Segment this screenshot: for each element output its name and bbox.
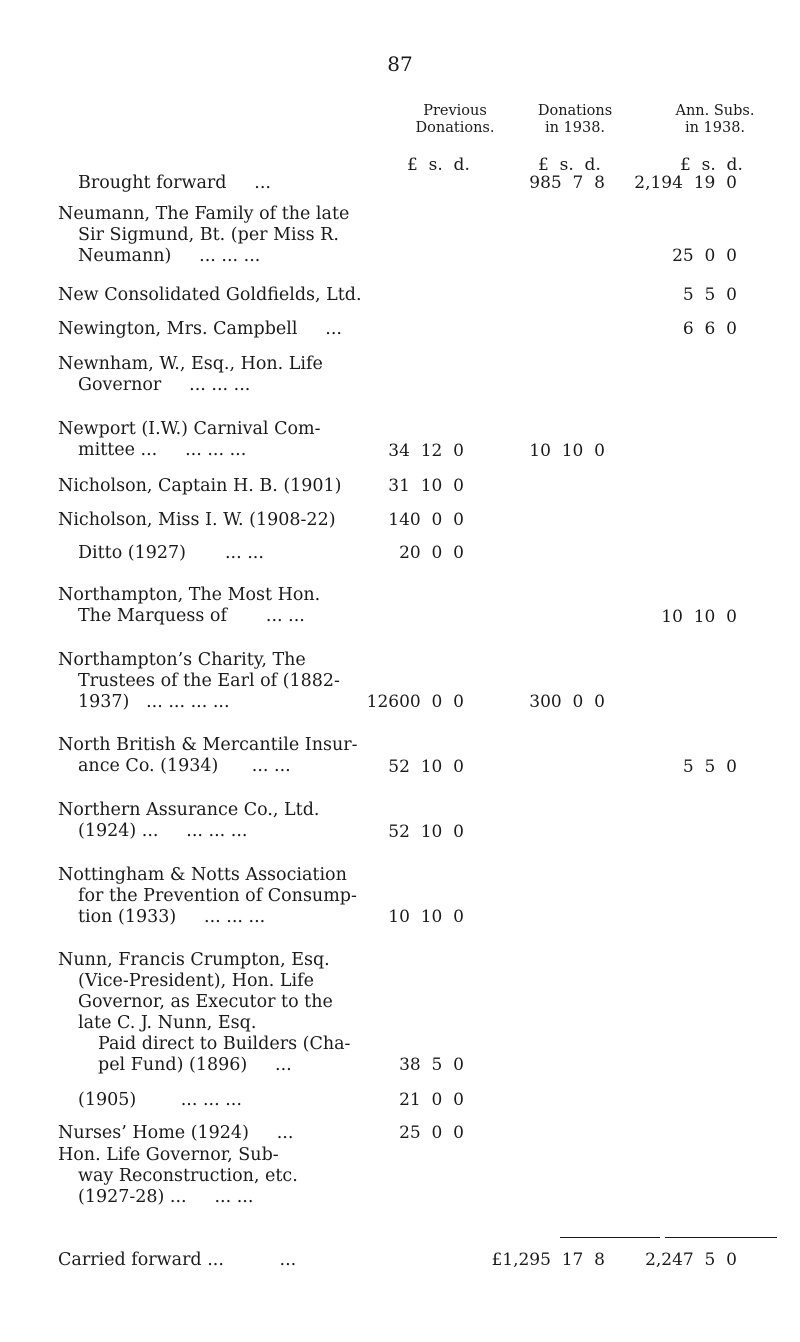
row-label-line: Northampton’s Charity, The	[58, 650, 306, 670]
row-label-line: Nottingham & Notts Association	[58, 865, 347, 885]
leader-dots: ... ...	[224, 543, 264, 563]
row-hon-life-governor	[58, 1145, 388, 1208]
column-header-line: Donations	[537, 103, 613, 119]
column-header-previous	[395, 103, 515, 137]
leader-dots: ... ...	[251, 756, 291, 776]
row-newport	[58, 419, 388, 461]
row-nicholson-iw: Nicholson, Miss I. W. (1908-22)	[58, 510, 336, 530]
column-header-donations	[515, 103, 635, 137]
leader-dots: ... ...	[214, 1187, 254, 1207]
amount-previous: 10 10 0	[388, 907, 464, 927]
column-header-line: Previous	[423, 103, 487, 119]
row-label-line: tion (1933) ... ... ...	[78, 907, 266, 927]
row-label-line: 1937) ... ... ... ...	[78, 692, 230, 712]
leader-dots: ...	[279, 1250, 297, 1270]
leader-dots: ...	[254, 173, 271, 193]
row-label-line: for the Prevention of Consump-	[78, 886, 357, 906]
amount-donations: 300 0 0	[529, 692, 605, 712]
row-newington: Newington, Mrs. Campbell ...	[58, 319, 342, 339]
amount-subs: 25 0 0	[672, 246, 737, 266]
column-header-line: Ann. Subs.	[675, 103, 755, 119]
leader-dots: ...	[276, 1123, 294, 1143]
amount-subs: 5 5 0	[682, 285, 737, 305]
total-donations: £1,295 17 8	[491, 1250, 605, 1270]
row-label-line: Northampton, The Most Hon.	[58, 585, 321, 605]
leader-dots: ... ... ...	[185, 440, 247, 460]
amount-previous: 34 12 0	[388, 441, 464, 461]
leader-dots: ... ... ...	[204, 907, 266, 927]
row-label-line: ance Co. (1934) ... ...	[78, 756, 291, 776]
row-label-line: Neumann) ... ... ...	[78, 246, 261, 266]
amount-previous: 31 10 0	[388, 476, 464, 496]
amount-subs: 6 6 0	[682, 319, 737, 339]
row-label-line: way Reconstruction, etc.	[78, 1166, 298, 1186]
row-nottingham	[58, 865, 388, 928]
leader-dots: ... ...	[265, 606, 305, 626]
row-consolidated: New Consolidated Goldfields, Ltd.	[58, 285, 362, 305]
amount-previous: 20 0 0	[399, 543, 464, 563]
amount-previous: 140 0 0	[388, 510, 464, 530]
row-label-line: Nunn, Francis Crumpton, Esq.	[58, 950, 330, 970]
leader-dots: ... ... ... ...	[146, 692, 230, 712]
row-label-line: mittee ... ... ... ...	[78, 440, 247, 460]
row-label-line: Newnham, W., Esq., Hon. Life	[58, 354, 323, 374]
row-neumann	[58, 204, 388, 267]
leader-dots: ... ... ...	[180, 1090, 242, 1110]
row-1905	[58, 1090, 388, 1111]
column-header-line: in 1938.	[684, 120, 746, 136]
row-label-line: The Marquess of ... ...	[78, 606, 305, 626]
total-rule-subs	[665, 1237, 777, 1238]
row-newnham	[58, 354, 388, 396]
row-label-line: Newport (I.W.) Carnival Com-	[58, 419, 321, 439]
row-northern-assurance	[58, 800, 388, 842]
row-label-line: (1924) ... ... ... ...	[78, 821, 248, 841]
amount-previous: 21 0 0	[399, 1090, 464, 1110]
units-subs: £ s. d.	[680, 155, 743, 175]
column-header-subs	[655, 103, 775, 137]
row-label-line: pel Fund) (1896) ...	[98, 1055, 292, 1075]
amount-previous: 25 0 0	[399, 1123, 464, 1143]
row-label-line: Hon. Life Governor, Sub-	[58, 1145, 279, 1165]
row-label-line: (1905) ... ... ...	[78, 1090, 242, 1110]
row-label-line: Sir Sigmund, Bt. (per Miss R.	[78, 225, 339, 245]
leader-dots: ...	[325, 319, 342, 339]
amount-previous: 52 10 0	[388, 822, 464, 842]
amount-donations: 985 7 8	[529, 173, 605, 193]
row-label-line: Governor, as Executor to the	[78, 992, 333, 1012]
amount-donations: 10 10 0	[529, 441, 605, 461]
row-label-line: Northern Assurance Co., Ltd.	[58, 800, 320, 820]
amount-previous: 38 5 0	[399, 1055, 464, 1075]
row-brought-forward	[58, 173, 388, 194]
total-rule-donations	[560, 1237, 660, 1238]
row-northampton-charity	[58, 650, 388, 713]
row-ditto	[58, 543, 388, 564]
row-label-line: Governor ... ... ...	[78, 375, 251, 395]
leader-dots: ... ... ...	[189, 375, 251, 395]
row-label: Brought forward ...	[78, 173, 271, 193]
total-subs: 2,247 5 0	[645, 1250, 737, 1270]
row-label-line: Neumann, The Family of the late	[58, 204, 350, 224]
row-label-line: (Vice-President), Hon. Life	[78, 971, 314, 991]
row-nunn	[58, 950, 388, 1076]
amount-subs: 5 5 0	[682, 757, 737, 777]
units-donations: £ s. d.	[538, 155, 601, 175]
column-header-line: in 1938.	[544, 120, 606, 136]
row-label-line: (1927-28) ... ... ...	[78, 1187, 254, 1207]
leader-dots: ...	[275, 1055, 292, 1075]
row-northampton	[58, 585, 388, 627]
column-header-line: Donations.	[415, 120, 495, 136]
row-nurses-home: Nurses’ Home (1924) ...	[58, 1123, 294, 1143]
leader-dots: ... ... ...	[199, 246, 261, 266]
row-label-line: North British & Mercantile Insur-	[58, 735, 358, 755]
page-number: 87	[387, 52, 413, 76]
amount-subs: 10 10 0	[661, 607, 737, 627]
row-label-line: late C. J. Nunn, Esq.	[78, 1013, 257, 1033]
row-label-line: Paid direct to Builders (Cha-	[98, 1034, 351, 1054]
leader-dots: ... ... ...	[186, 821, 248, 841]
row-north-british	[58, 735, 388, 777]
row-label-line: Trustees of the Earl of (1882-	[78, 671, 340, 691]
amount-subs: 2,194 19 0	[634, 173, 737, 193]
row-label-line: Ditto (1927) ... ...	[78, 543, 264, 563]
row-nicholson-hb: Nicholson, Captain H. B. (1901)	[58, 476, 342, 496]
amount-previous: 52 10 0	[388, 757, 464, 777]
units-previous: £ s. d.	[407, 155, 470, 175]
row-carried-forward: Carried forward ... ...	[58, 1250, 297, 1270]
amount-previous: 12600 0 0	[366, 692, 464, 712]
